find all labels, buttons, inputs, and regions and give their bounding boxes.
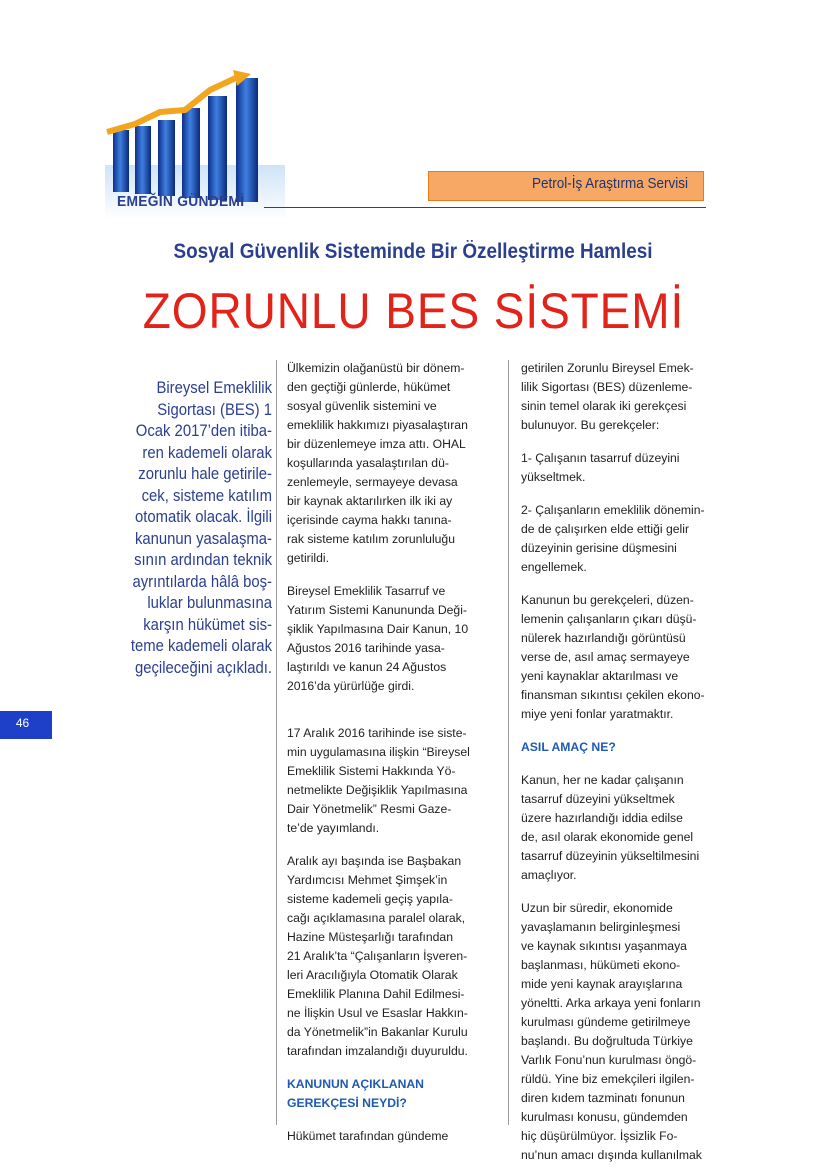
text-line: Yatırım Sistemi Kanununda Deği- — [287, 603, 467, 617]
text-line: te’de yayımlandı. — [287, 821, 380, 835]
text-line: lemenin çalışanların çıkarı düşü- — [521, 612, 697, 626]
text-line: bulunuyor. Bu gerekçeler: — [521, 418, 660, 432]
text-line: Varlık Fonu’nun kurulması öngö- — [521, 1053, 697, 1067]
text-line: miye yeni fonlar yaratmaktır. — [521, 707, 674, 721]
chart-bar — [236, 78, 258, 202]
article-title: ZORUNLU BES SİSTEMİ — [142, 283, 685, 339]
text-line: verse de, asıl amaç sermayeye — [521, 650, 690, 664]
lead-line: Sigortası (BES) 1 — [157, 400, 272, 419]
text-line: Kanun, her ne kadar çalışanın — [521, 773, 684, 787]
text-line: da Yönetmelik”in Bakanlar Kurulu — [287, 1025, 468, 1039]
chart-bar — [158, 120, 175, 196]
section-label: EMEĞİN GÜNDEMİ — [117, 193, 245, 210]
text-line: sosyal güvenlik sistemini ve — [287, 399, 437, 413]
lead-line: teme kademeli olarak — [130, 637, 272, 655]
text-line: hiç düşürülmüyor. İşsizlik Fo- — [521, 1129, 678, 1143]
text-line: netmelikte Değişiklik Yapılmasına — [287, 783, 468, 797]
text-line: rüldü. Yine biz emekçileri ilgilen- — [521, 1072, 695, 1086]
text-line: den geçtiği günlerde, hükümet — [287, 380, 451, 394]
text-line: de, asıl olarak ekonomide genel — [521, 830, 694, 844]
lead-line: geçileceğini açıkladı. — [134, 658, 272, 677]
text-line: finansman sıkıntısı çekilen ekono- — [521, 688, 705, 702]
header-divider — [264, 207, 706, 208]
lead-line: zorunlu hale getirile- — [138, 465, 272, 483]
column-divider — [276, 360, 277, 1125]
chart-bar — [135, 126, 151, 194]
text-line: cağı açıklamasına paralel olarak, — [287, 911, 466, 925]
text-line: tasarruf düzeyinin yükseltilmesini — [521, 849, 700, 863]
text-line: 2016’da yürürlüğe girdi. — [287, 679, 415, 693]
text-line: Kanunun bu gerekçeleri, düzen- — [521, 593, 694, 607]
text-line: içerisinde cayma hakkı tanına- — [287, 513, 452, 527]
text-line: Yardımcısı Mehmet Şimşek’in — [287, 873, 448, 887]
text-line: kurulması gündeme getirilmeye — [521, 1015, 691, 1029]
text-line: üzere hazırlandığı iddia edilse — [521, 811, 683, 825]
text-line: sinin temel olarak iki gerekçesi — [521, 399, 687, 413]
text-line: diren kıdem tazminatı fonunun — [521, 1091, 685, 1105]
text-line: de de çalışırken elde ettiği gelir — [521, 522, 690, 536]
lead-line: Ocak 2017’den itiba- — [135, 422, 272, 440]
text-line: min uygulamasına ilişkin “Bireysel — [287, 745, 470, 759]
text-line: nülerek hazırlandığı görüntüsü — [521, 631, 686, 645]
section-heading: KANUNUN AÇIKLANAN — [287, 1077, 424, 1091]
text-line: mide yeni kaynak arayışlarına — [521, 977, 683, 991]
lead-line: otomatik olacak. İlgili — [134, 508, 272, 526]
text-line: ve kaynak sıkıntısı yaşanmaya — [521, 939, 687, 953]
page-number: 46 — [15, 716, 30, 730]
text-line: engellemek. — [521, 560, 587, 574]
text-line: Dair Yönetmelik” Resmi Gaze- — [287, 802, 452, 816]
text-line: kurulması konusu, gündemden — [521, 1110, 688, 1124]
text-line: Emeklilik Planına Dahil Edilmesi- — [287, 987, 465, 1001]
text-line: Aralık ayı başında ise Başbakan — [287, 854, 462, 868]
text-line: Hazine Müsteşarlığı tarafından — [287, 930, 453, 944]
text-line: yeni kaynaklar aktarılması ve — [521, 669, 679, 683]
lead-line: luklar bulunmasına — [147, 594, 272, 612]
text-line: tasarruf düzeyini yükseltmek — [521, 792, 675, 806]
lead-line: ren kademeli olarak — [142, 443, 272, 462]
text-line: Emeklilik Sistemi Hakkında Yö- — [287, 764, 456, 778]
text-line: zenlemeyle, sermayeye devasa — [287, 475, 458, 489]
text-line: 17 Aralık 2016 tarihinde ise siste- — [287, 726, 467, 740]
text-line: nu’nun amacı dışında kullanılmak — [521, 1148, 702, 1162]
text-line: tarafından imzalandığı duyuruldu. — [287, 1044, 468, 1058]
text-line: Ülkemizin olağanüstü bir dönem- — [287, 361, 465, 375]
lead-line: cek, sisteme katılım — [141, 486, 272, 505]
text-line: yöneltti. Arka arkaya yeni fonların — [521, 996, 701, 1010]
text-line: Bireysel Emeklilik Tasarruf ve — [287, 584, 446, 598]
column-divider — [508, 360, 509, 1125]
text-line: Ağustos 2016 tarihinde yasa- — [287, 641, 445, 655]
text-line: ne İlişkin Usul ve Esaslar Hakkın- — [287, 1006, 468, 1020]
text-line: 1- Çalışanın tasarruf düzeyini — [521, 451, 680, 465]
chart-bar — [113, 130, 129, 192]
text-line: amaçlıyor. — [521, 868, 577, 882]
text-line: koşullarında yasalaştırılan dü- — [287, 456, 449, 470]
text-line: laştırıldı ve kanun 24 Ağustos — [287, 660, 447, 674]
lead-line: sının ardından teknik — [134, 551, 272, 569]
lead-line: kanunun yasalaşma- — [134, 529, 272, 548]
chart-bar — [182, 108, 200, 198]
chart-bar — [208, 96, 227, 200]
text-line: düzeyinin gerisine düşmesini — [521, 541, 677, 555]
section-heading: GEREKÇESİ NEYDİ? — [287, 1096, 407, 1110]
text-line: lilik Sigortası (BES) düzenleme- — [521, 380, 693, 394]
article-subtitle: Sosyal Güvenlik Sisteminde Bir Özelleştirme Hamlesi — [173, 240, 653, 263]
text-line: Hükümet tarafından gündeme — [287, 1129, 449, 1143]
text-column-2 — [287, 359, 499, 1146]
lead-paragraph — [104, 378, 272, 679]
lead-line: Bireysel Emeklilik — [156, 379, 272, 397]
lead-line: karşın hükümet sis- — [143, 615, 272, 634]
text-line: getirildi. — [287, 551, 329, 565]
text-line: rak sisteme katılım zorunluluğu — [287, 532, 455, 546]
text-line: bir kaynak aktarılırken ilk iki ay — [287, 494, 453, 508]
text-line: bir düzenlemeye imza attı. OHAL — [287, 437, 466, 451]
text-line: getirilen Zorunlu Bireysel Emek- — [521, 361, 694, 375]
lead-line: ayrıntılarda hâlâ boş- — [132, 572, 272, 591]
text-line: sisteme kademeli geçiş yapıla- — [287, 892, 453, 906]
text-line: 21 Aralık’ta “Çalışanların İşveren- — [287, 949, 468, 963]
text-line: emeklilik hakkımızı piyasalaştıran — [287, 418, 468, 432]
section-heading: ASIL AMAÇ NE? — [521, 740, 616, 754]
text-line: leri Aracılığıyla Otomatik Olarak — [287, 968, 458, 982]
text-column-3 — [521, 359, 733, 1165]
text-line: şiklik Yapılmasına Dair Kanun, 10 — [287, 622, 469, 636]
text-line: yükseltmek. — [521, 470, 586, 484]
service-name: Petrol-İş Araştırma Servisi — [531, 175, 688, 192]
text-line: başlandı. Bu doğrultuda Türkiye — [521, 1034, 693, 1048]
text-line: Uzun bir süredir, ekonomide — [521, 901, 673, 915]
text-line: yavaşlamanın belirginleşmesi — [521, 920, 681, 934]
text-line: başlanması, hükümeti ekono- — [521, 958, 681, 972]
text-line: 2- Çalışanların emeklilik dönemin- — [521, 503, 705, 517]
